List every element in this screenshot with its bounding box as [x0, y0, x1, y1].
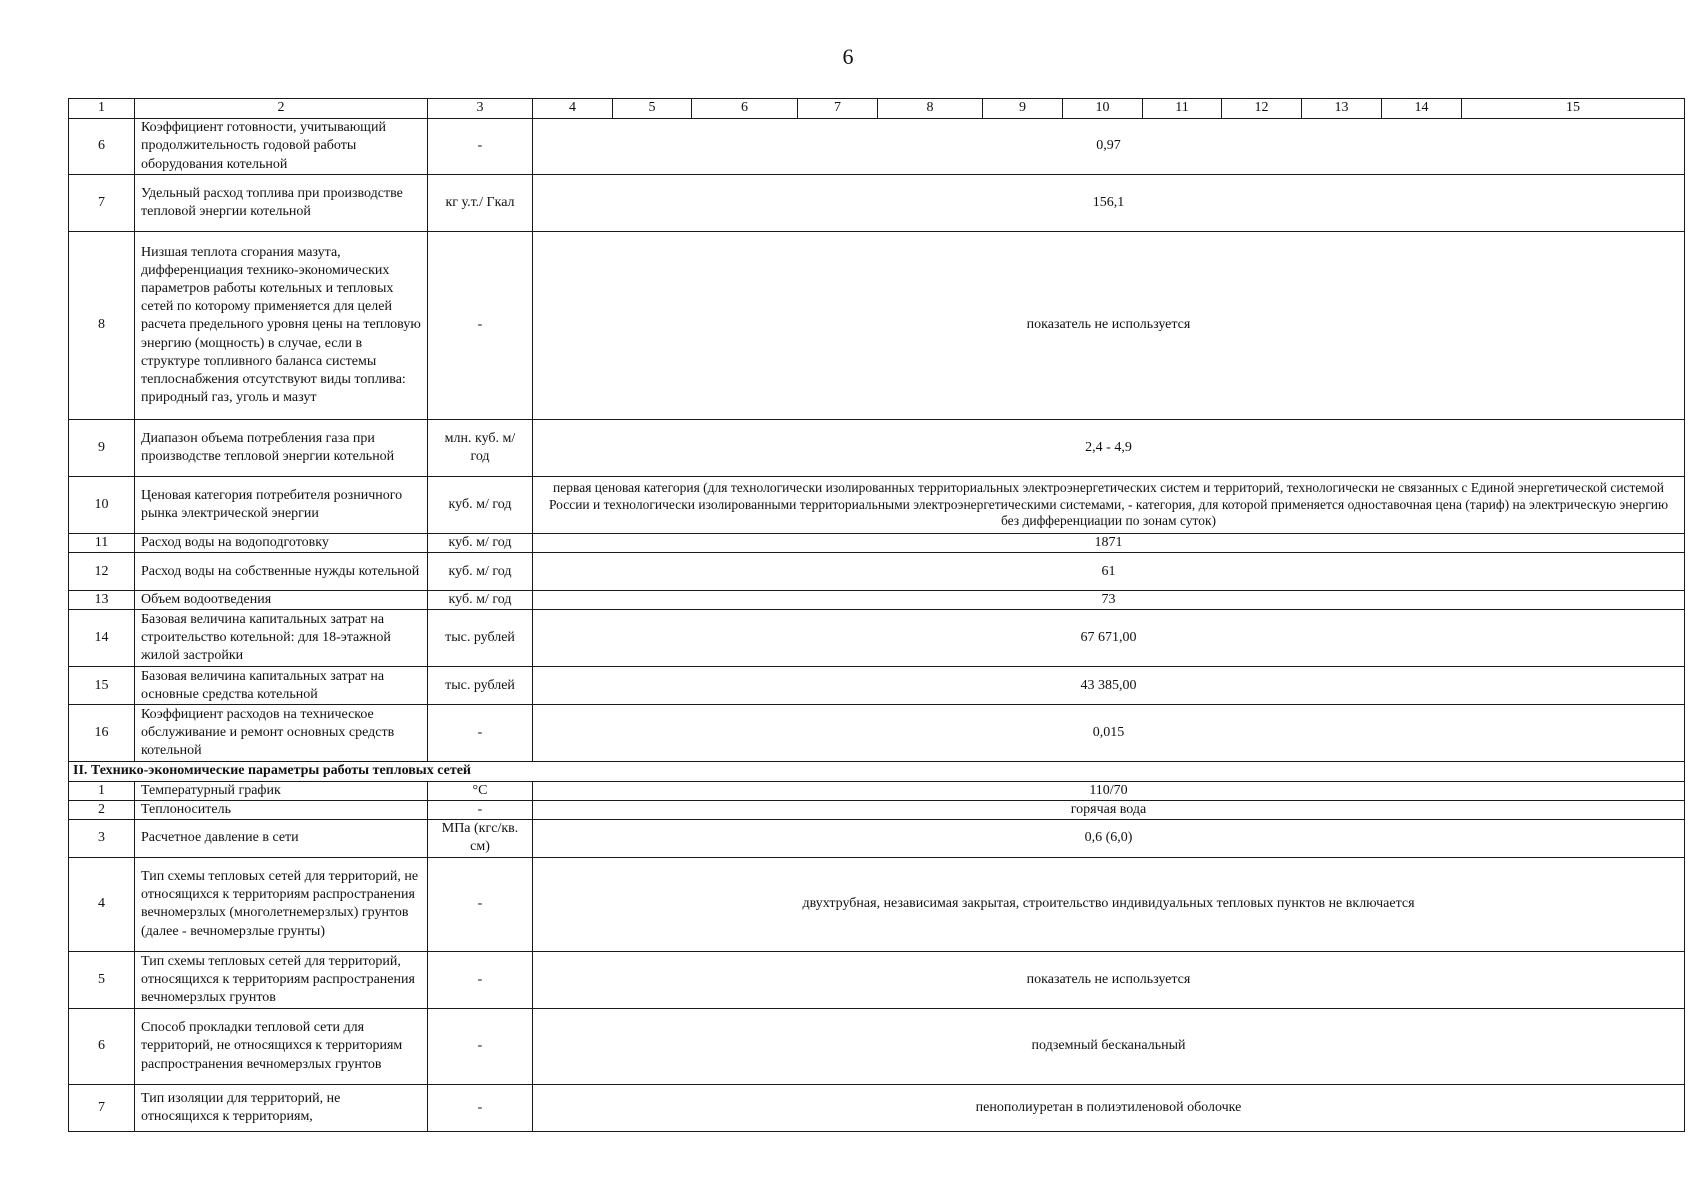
column-number: 2: [135, 99, 428, 119]
parameter-name: Базовая величина капитальных затрат на основные средства котельной: [135, 667, 428, 705]
parameter-name: Тип изоляции для территорий, не относящихся к территориям,: [135, 1084, 428, 1131]
parameter-name: Удельный расход топлива при производстве тепловой энергии котельной: [135, 175, 428, 232]
column-number: 13: [1302, 99, 1382, 119]
column-number: 12: [1222, 99, 1302, 119]
row-number: 9: [69, 420, 135, 477]
table-row: [69, 1084, 1685, 1131]
table-row: [69, 175, 1685, 232]
unit: тыс. рублей: [428, 667, 533, 705]
parameter-value: подземный бесканальный: [533, 1008, 1685, 1084]
table-row: [69, 420, 1685, 477]
unit: °С: [428, 781, 533, 800]
parameters-table: [68, 98, 1685, 1132]
unit: тыс. рублей: [428, 610, 533, 667]
parameter-value: показатель не используется: [533, 232, 1685, 420]
row-number: 3: [69, 819, 135, 857]
unit: куб. м/ год: [428, 477, 533, 534]
parameter-name: Тип схемы тепловых сетей для территорий, относящихся к территориям распространения вечномерзлых грунтов: [135, 951, 428, 1008]
parameter-value: 156,1: [533, 175, 1685, 232]
unit: -: [428, 119, 533, 175]
parameter-name: Расход воды на водоподготовку: [135, 534, 428, 553]
parameter-name: Объем водоотведения: [135, 591, 428, 610]
table-row: [69, 857, 1685, 951]
table-row: [69, 819, 1685, 857]
table-row: [69, 232, 1685, 420]
column-number: 1: [69, 99, 135, 119]
parameter-value: 0,97: [533, 119, 1685, 175]
parameter-value: 110/70: [533, 781, 1685, 800]
unit: -: [428, 857, 533, 951]
parameter-name: Способ прокладки тепловой сети для территорий, не относящихся к территориям распространения вечномерзлых грунтов: [135, 1008, 428, 1084]
column-number-row: [69, 99, 1685, 119]
parameter-value: 43 385,00: [533, 667, 1685, 705]
column-number: 5: [613, 99, 692, 119]
section-header-row: [69, 762, 1685, 781]
column-number: 14: [1382, 99, 1462, 119]
unit: -: [428, 800, 533, 819]
column-number: 9: [983, 99, 1063, 119]
column-number: 6: [692, 99, 798, 119]
parameter-value: 1871: [533, 534, 1685, 553]
parameter-value: 2,4 - 4,9: [533, 420, 1685, 477]
unit: -: [428, 951, 533, 1008]
row-number: 11: [69, 534, 135, 553]
table-row: [69, 534, 1685, 553]
table-row: [69, 705, 1685, 762]
row-number: 2: [69, 800, 135, 819]
parameter-name: Температурный график: [135, 781, 428, 800]
row-number: 6: [69, 1008, 135, 1084]
column-number: 4: [533, 99, 613, 119]
table-row: [69, 1008, 1685, 1084]
unit: куб. м/ год: [428, 534, 533, 553]
parameter-value: 67 671,00: [533, 610, 1685, 667]
row-number: 4: [69, 857, 135, 951]
unit: -: [428, 232, 533, 420]
row-number: 5: [69, 951, 135, 1008]
parameter-value: горячая вода: [533, 800, 1685, 819]
parameter-name: Коэффициент расходов на техническое обслуживание и ремонт основных средств котельной: [135, 705, 428, 762]
parameter-value: 73: [533, 591, 1685, 610]
parameter-name: Базовая величина капитальных затрат на строительство котельной: для 18-этажной жилой застройки: [135, 610, 428, 667]
column-number: 3: [428, 99, 533, 119]
column-number: 7: [798, 99, 878, 119]
table-row: [69, 781, 1685, 800]
row-number: 10: [69, 477, 135, 534]
column-number: 8: [878, 99, 983, 119]
row-number: 6: [69, 119, 135, 175]
row-number: 15: [69, 667, 135, 705]
parameter-value: показатель не используется: [533, 951, 1685, 1008]
parameter-value: первая ценовая категория (для технологически изолированных территориальных электроэнергетических систем и территорий, технологически не связанных с Единой энергетической системой России и технологически изолированными территориальными электроэнергетическими системами, - категория, для которой применяется одноставочная цена (тариф) на электрическую энергию без дифференциации по зонам суток): [533, 477, 1685, 534]
parameter-name: Теплоноситель: [135, 800, 428, 819]
unit: -: [428, 1008, 533, 1084]
parameter-value: 0,015: [533, 705, 1685, 762]
section-title: II. Технико-экономические параметры работы тепловых сетей: [69, 762, 1685, 781]
table-row: [69, 667, 1685, 705]
parameter-value: 0,6 (6,0): [533, 819, 1685, 857]
parameter-name: Расчетное давление в сети: [135, 819, 428, 857]
row-number: 14: [69, 610, 135, 667]
unit: -: [428, 705, 533, 762]
unit: -: [428, 1084, 533, 1131]
unit: кг у.т./ Гкал: [428, 175, 533, 232]
unit: куб. м/ год: [428, 591, 533, 610]
table-row: [69, 591, 1685, 610]
parameter-name: Коэффициент готовности, учитывающий продолжительность годовой работы оборудования котельной: [135, 119, 428, 175]
unit: млн. куб. м/ год: [428, 420, 533, 477]
table-row: [69, 553, 1685, 591]
table-row: [69, 800, 1685, 819]
row-number: 7: [69, 1084, 135, 1131]
parameter-value: пенополиуретан в полиэтиленовой оболочке: [533, 1084, 1685, 1131]
table-row: [69, 477, 1685, 534]
parameter-name: Тип схемы тепловых сетей для территорий, не относящихся к территориям распространения вечномерзлых (многолетнемерзлых) грунтов (далее - вечномерзлые грунты): [135, 857, 428, 951]
parameter-value: 61: [533, 553, 1685, 591]
table-row: [69, 951, 1685, 1008]
parameter-value: двухтрубная, независимая закрытая, строительство индивидуальных тепловых пунктов не включается: [533, 857, 1685, 951]
row-number: 16: [69, 705, 135, 762]
table-row: [69, 119, 1685, 175]
row-number: 8: [69, 232, 135, 420]
table-row: [69, 610, 1685, 667]
column-number: 15: [1462, 99, 1685, 119]
unit: куб. м/ год: [428, 553, 533, 591]
row-number: 12: [69, 553, 135, 591]
row-number: 7: [69, 175, 135, 232]
column-number: 10: [1063, 99, 1143, 119]
parameter-name: Расход воды на собственные нужды котельной: [135, 553, 428, 591]
parameter-name: Низшая теплота сгорания мазута, дифференциация технико-экономических параметров работы котельных и тепловых сетей по которому применяется для целей расчета предельного уровня цены на тепловую энергию (мощность) в случае, если в структуре топливного баланса системы теплоснабжения отсутствуют виды топлива: природный газ, уголь и мазут: [135, 232, 428, 420]
unit: МПа (кгс/кв. см): [428, 819, 533, 857]
parameter-name: Ценовая категория потребителя розничного рынка электрической энергии: [135, 477, 428, 534]
row-number: 1: [69, 781, 135, 800]
parameter-name: Диапазон объема потребления газа при производстве тепловой энергии котельной: [135, 420, 428, 477]
page-number: 6: [842, 44, 854, 69]
column-number: 11: [1143, 99, 1222, 119]
row-number: 13: [69, 591, 135, 610]
